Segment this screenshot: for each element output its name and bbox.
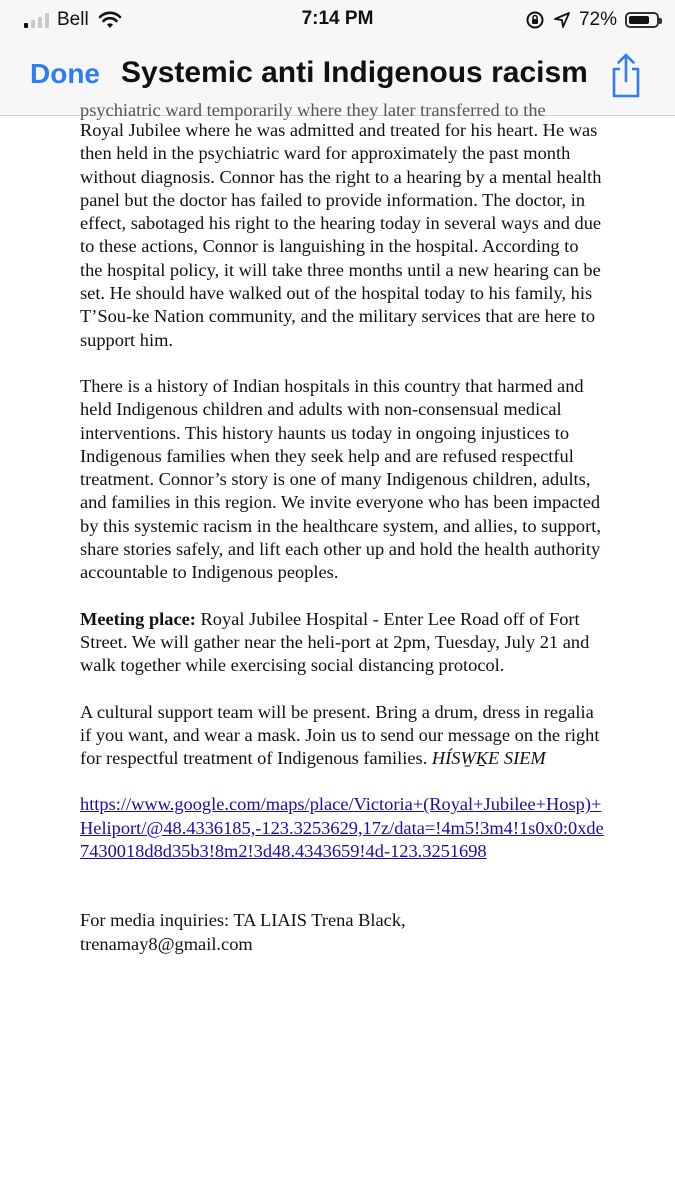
document-body	[80, 100, 605, 1200]
partial-line: psychiatric ward temporarily where they later transferred to the	[80, 100, 546, 120]
page-title: Systemic anti Indigenous racism	[121, 56, 588, 89]
share-icon[interactable]	[606, 50, 646, 100]
paragraph-link	[80, 793, 605, 863]
paragraph-media	[80, 909, 605, 956]
media-line-1: For media inquiries: TA LIAIS Trena Black,	[80, 910, 406, 931]
orientation-lock-icon	[525, 10, 545, 30]
done-button[interactable]: Done	[30, 58, 100, 89]
status-time: 7:14 PM	[301, 8, 374, 29]
paragraph-meeting	[80, 608, 605, 678]
media-email: trenamay8@gmail.com	[80, 933, 253, 954]
battery-percent: 72%	[578, 9, 617, 30]
cultural-support-text: A cultural support team will be present. Bring a drum, dress in regalia if you want, and wear a mask. Join us to send our message on the right for respectful treatment of Indigenous families.	[80, 701, 600, 769]
paragraph-connor: Royal Jubilee where he was admitted and treated for his heart. He was then held in the psychiatric ward for approximately the past month without diagnosis. Connor has the right to a hearing by a mental health panel but the doctor has failed to provide information. The doctor, in effect, sabotaged his right to the hearing today in several ways and due to these actions, Connor is languishing in the hospital. According to the hospital policy, it will take three months until a new hearing can be set. He should have walked out of the hospital today to his family, his T’Sou-ke Nation community, and the military services that are here to support him.	[80, 120, 602, 350]
carrier-name: Bell	[57, 9, 89, 30]
status-right	[525, 7, 659, 33]
paragraph-history: There is a history of Indian hospitals in this country that harmed and held Indigenous children and adults with non-consensual medical interventions. This history haunts us today in ongoing injustices to Indigenous families when they seek help and are refused respectful treatment. Connor’s story is one of many Indigenous children, adults, and families in this region. We invite everyone who has been impacted by this systemic racism in the healthcare system, and allies, to support, share stories safely, and lift each other up and hold the health authority accountable to Indigenous peoples.	[80, 375, 601, 583]
map-link[interactable]: https://www.google.com/maps/place/Victoria+(Royal+Jubilee+Hosp)+Heliport/@48.4336185,-123.3253629,17z/data=!4m5!3m4!1s0x0:0xde7430018d8d35b3!8m2!3d48.4343659!4d-123.3251698	[80, 794, 604, 862]
battery-icon	[625, 12, 659, 28]
status-bar	[0, 0, 675, 40]
paragraph-cultural-support	[80, 701, 605, 771]
hiswke-siem: HÍSW̱ḴE SIEM	[431, 748, 546, 769]
meeting-text: Royal Jubilee Hospital - Enter Lee Road off of Fort Street. We will gather near the heli-port at 2pm, Tuesday, July 21 and walk together while exercising social distancing protocol.	[80, 608, 590, 676]
location-icon	[553, 11, 571, 29]
meeting-label: Meeting place:	[80, 608, 196, 629]
